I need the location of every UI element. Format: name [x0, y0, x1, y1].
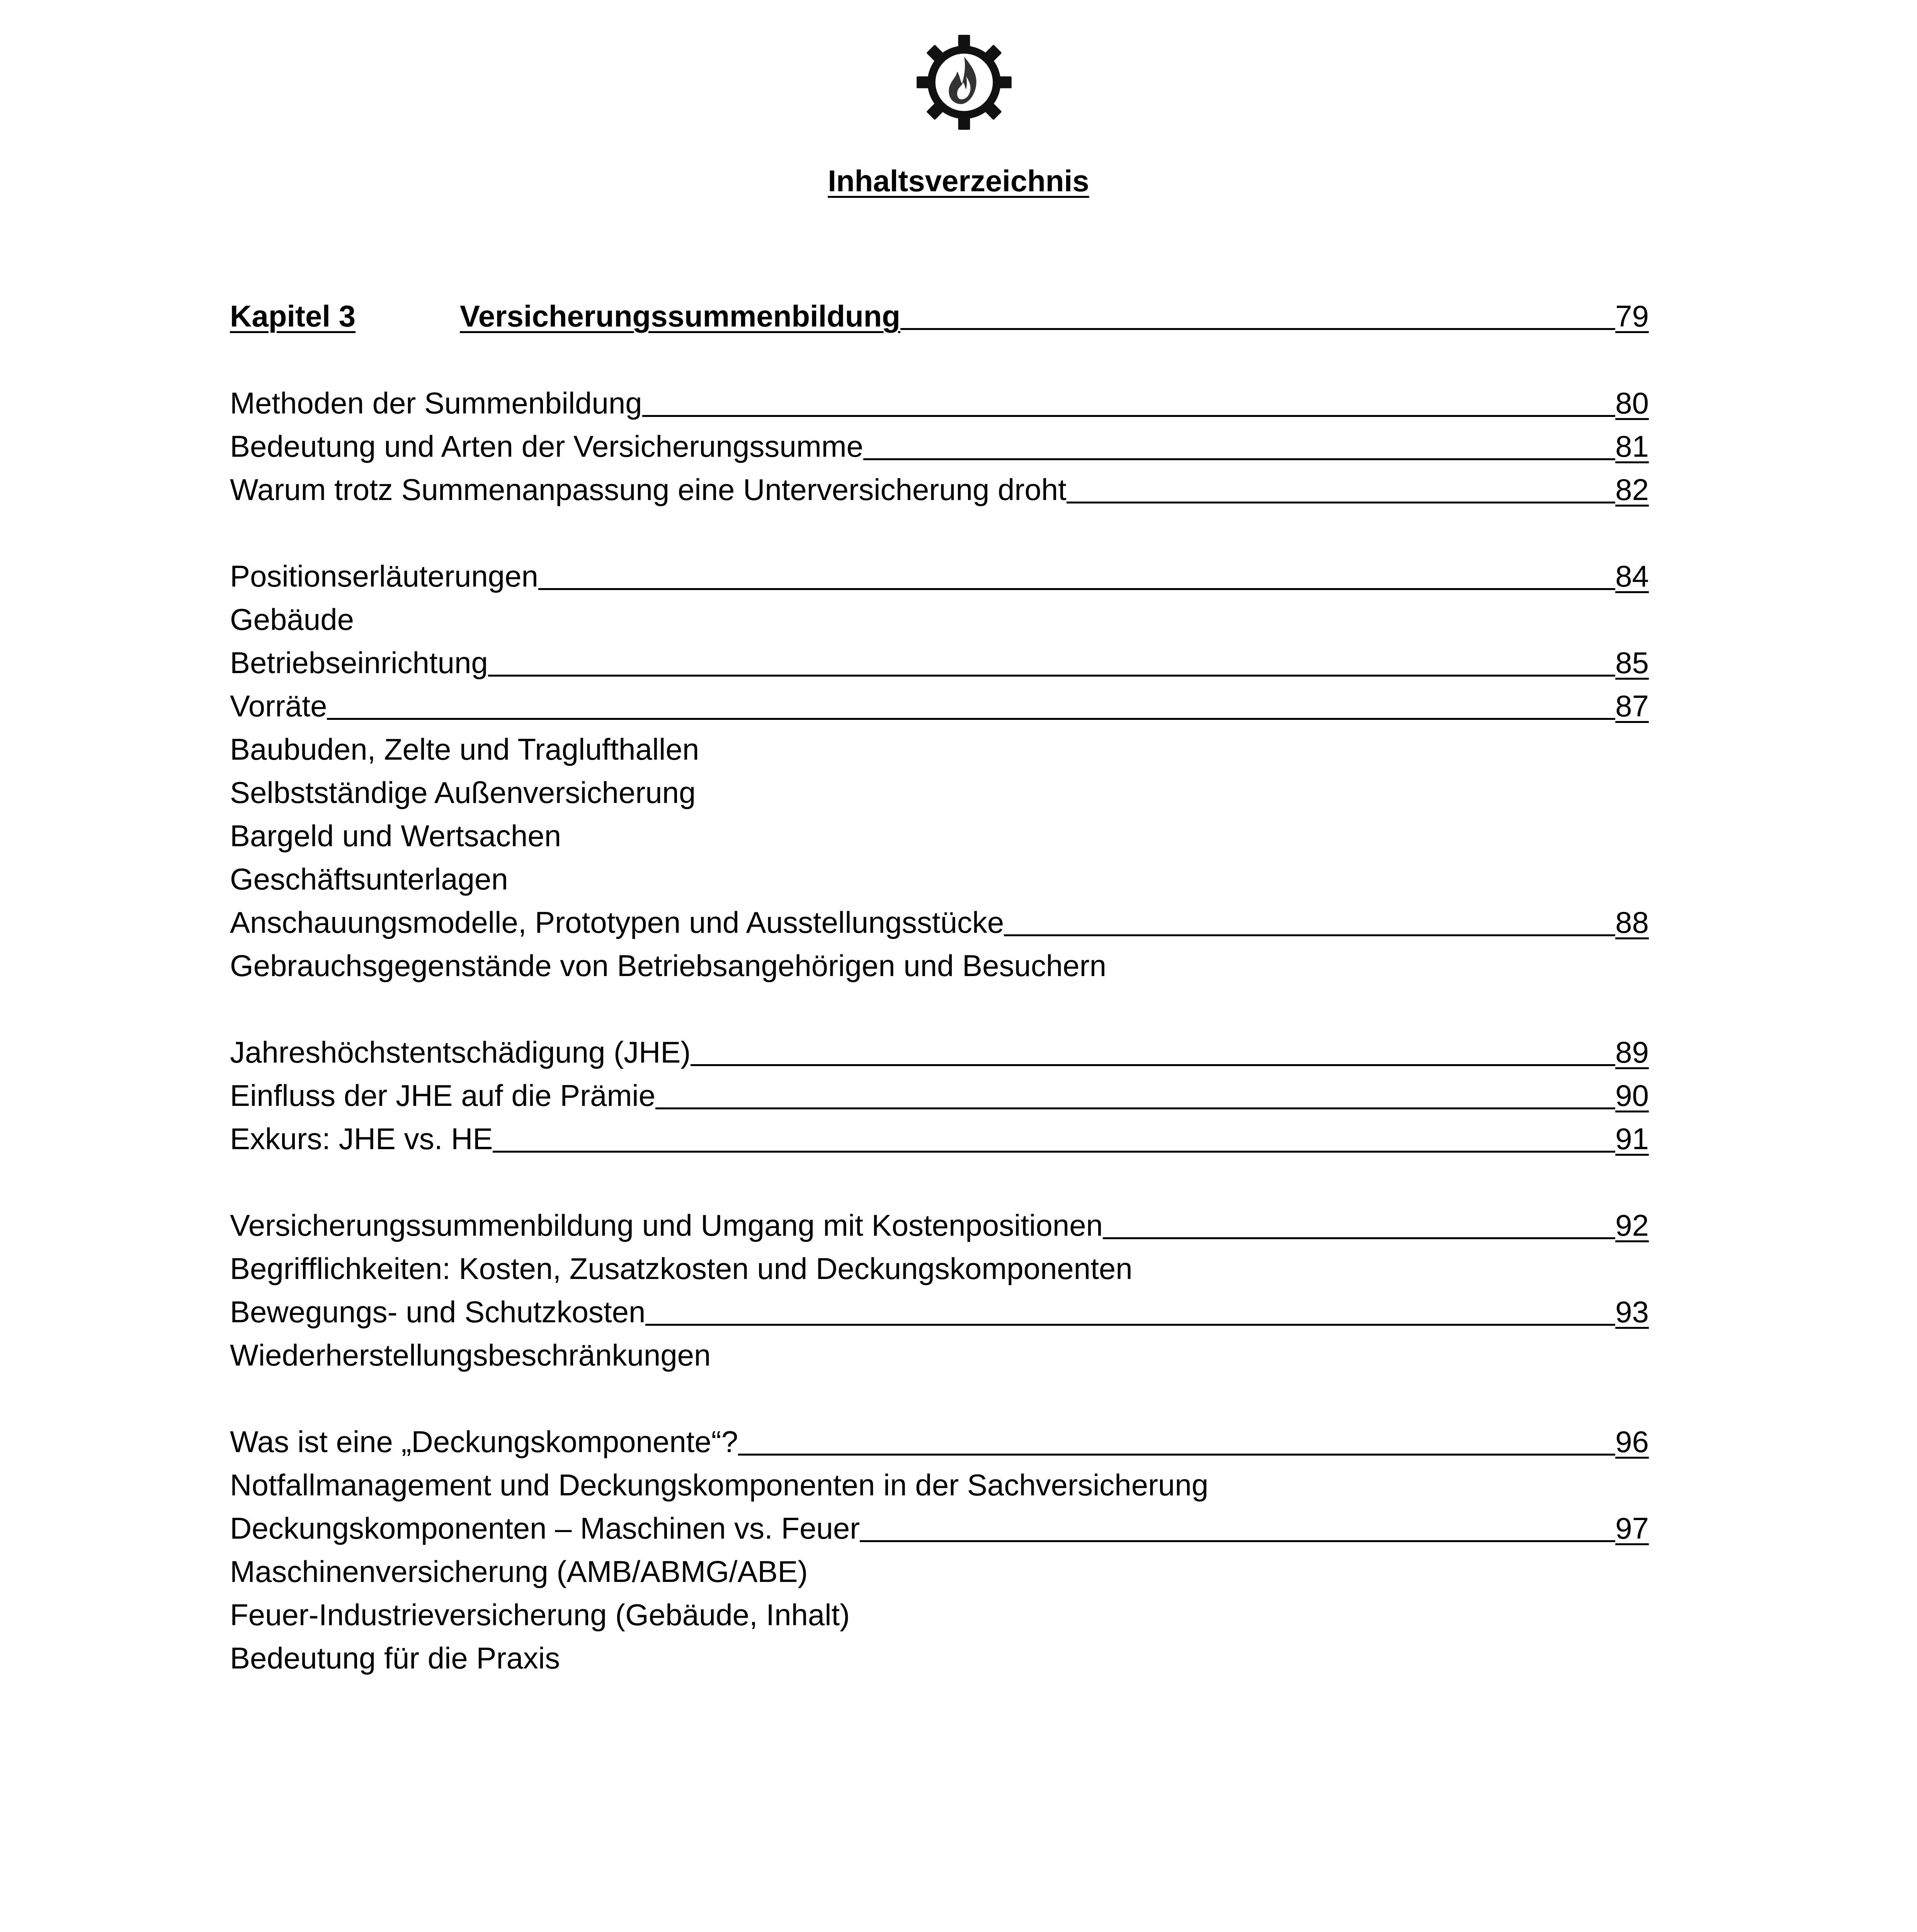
- page-title: Inhaltsverzeichnis: [828, 164, 1089, 198]
- entry-label: Begrifflichkeiten: Kosten, Zusatzkosten und Deckungskomponenten: [230, 1252, 1133, 1286]
- page-number: 81: [1615, 429, 1649, 463]
- entry-label: Versicherungssummenbildung und Umgang mit Kostenpositionen: [230, 1208, 1103, 1242]
- table-of-contents: [230, 0, 1649, 1932]
- entry-label: Warum trotz Summenanpassung eine Unterversicherung droht: [230, 473, 1067, 507]
- toc-entry[interactable]: [230, 1119, 1649, 1158]
- toc-entry[interactable]: [230, 1552, 1649, 1591]
- entry-label: Deckungskomponenten – Maschinen vs. Feuer: [230, 1511, 860, 1545]
- leader-line: [900, 328, 1615, 330]
- chapter-title: Versicherungssummenbildung: [460, 299, 900, 333]
- entry-label: Feuer-Industrieversicherung (Gebäude, Inhalt): [230, 1598, 850, 1632]
- leader-line: [327, 718, 1615, 720]
- chapter-number: Kapitel 3: [230, 299, 356, 333]
- page-number: 85: [1615, 646, 1649, 680]
- leader-line: [1067, 502, 1615, 503]
- toc-entry[interactable]: [230, 946, 1649, 985]
- page-number: 89: [1615, 1035, 1649, 1069]
- toc-entry[interactable]: [230, 730, 1649, 769]
- leader-line: [488, 675, 1616, 677]
- chapter-heading[interactable]: [230, 297, 1649, 335]
- toc-entry[interactable]: [230, 557, 1649, 595]
- entry-label: Jahreshöchstentschädigung (JHE): [230, 1035, 691, 1069]
- leader-line: [860, 1540, 1615, 1542]
- page-number: 91: [1615, 1122, 1649, 1156]
- page-number: 80: [1615, 386, 1649, 420]
- entry-label: Notfallmanagement und Deckungskomponenten in der Sachversicherung: [230, 1468, 1209, 1502]
- leader-line: [655, 1107, 1615, 1109]
- entry-label: Maschinenversicherung (AMB/ABMG/ABE): [230, 1554, 808, 1588]
- entry-label: Positionserläuterungen: [230, 559, 538, 593]
- entry-label: Geschäftsunterlagen: [230, 862, 508, 896]
- page-number: 82: [1615, 473, 1649, 507]
- entry-label: Was ist eine „Deckungskomponente“?: [230, 1425, 738, 1459]
- toc-entry[interactable]: [230, 600, 1649, 639]
- page-number: 96: [1615, 1425, 1649, 1459]
- toc-entry[interactable]: [230, 1249, 1649, 1288]
- page-number: 88: [1615, 905, 1649, 939]
- page-number: 87: [1615, 689, 1649, 723]
- leader-line: [738, 1454, 1615, 1456]
- entry-label: Gebrauchsgegenstände von Betriebsangehörigen und Besuchern: [230, 949, 1106, 983]
- entry-label: Betriebseinrichtung: [230, 646, 488, 680]
- toc-entry[interactable]: [230, 1466, 1649, 1504]
- leader-line: [691, 1064, 1615, 1066]
- page-number: 92: [1615, 1208, 1649, 1242]
- leader-line: [645, 1324, 1615, 1326]
- toc-entry[interactable]: [230, 860, 1649, 898]
- leader-line: [1004, 934, 1615, 936]
- leader-line: [642, 415, 1616, 417]
- entry-label: Vorräte: [230, 689, 327, 723]
- entry-label: Gebäude: [230, 602, 354, 636]
- toc-entry[interactable]: [230, 384, 1649, 422]
- toc-entry[interactable]: [230, 470, 1649, 509]
- page-number: 90: [1615, 1078, 1649, 1112]
- leader-line: [863, 458, 1615, 460]
- toc-entry[interactable]: [230, 1639, 1649, 1677]
- toc-entry[interactable]: [230, 1206, 1649, 1245]
- toc-entry[interactable]: [230, 643, 1649, 682]
- toc-entry[interactable]: [230, 1076, 1649, 1115]
- leader-line: [538, 588, 1615, 590]
- entry-label: Baubuden, Zelte und Traglufthallen: [230, 732, 699, 766]
- page-number: 84: [1615, 559, 1649, 593]
- toc-entry[interactable]: [230, 687, 1649, 725]
- entry-label: Anschauungsmodelle, Prototypen und Ausstellungsstücke: [230, 905, 1004, 939]
- entry-label: Bedeutung für die Praxis: [230, 1641, 560, 1675]
- page-number: 93: [1615, 1295, 1649, 1329]
- entry-label: Bargeld und Wertsachen: [230, 819, 561, 853]
- entry-label: Methoden der Summenbildung: [230, 386, 642, 420]
- toc-entry[interactable]: [230, 903, 1649, 942]
- toc-entry[interactable]: [230, 1422, 1649, 1461]
- toc-entry[interactable]: [230, 1293, 1649, 1331]
- toc-entry[interactable]: [230, 427, 1649, 466]
- toc-entry[interactable]: [230, 1336, 1649, 1374]
- entry-label: Wiederherstellungsbeschränkungen: [230, 1338, 711, 1372]
- toc-entry[interactable]: [230, 773, 1649, 812]
- entry-label: Bewegungs- und Schutzkosten: [230, 1295, 646, 1329]
- page-number: 97: [1615, 1511, 1649, 1545]
- toc-entry[interactable]: [230, 816, 1649, 855]
- toc-entry[interactable]: [230, 1595, 1649, 1634]
- entry-label: Exkurs: JHE vs. HE: [230, 1122, 493, 1156]
- entry-label: Bedeutung und Arten der Versicherungssumme: [230, 429, 864, 463]
- toc-entry[interactable]: [230, 1509, 1649, 1548]
- leader-line: [493, 1151, 1615, 1153]
- entry-label: Selbstständige Außenversicherung: [230, 776, 696, 810]
- toc-entry[interactable]: [230, 1033, 1649, 1071]
- page-number: 79: [1615, 299, 1649, 333]
- leader-line: [1103, 1237, 1615, 1239]
- entry-label: Einfluss der JHE auf die Prämie: [230, 1078, 656, 1112]
